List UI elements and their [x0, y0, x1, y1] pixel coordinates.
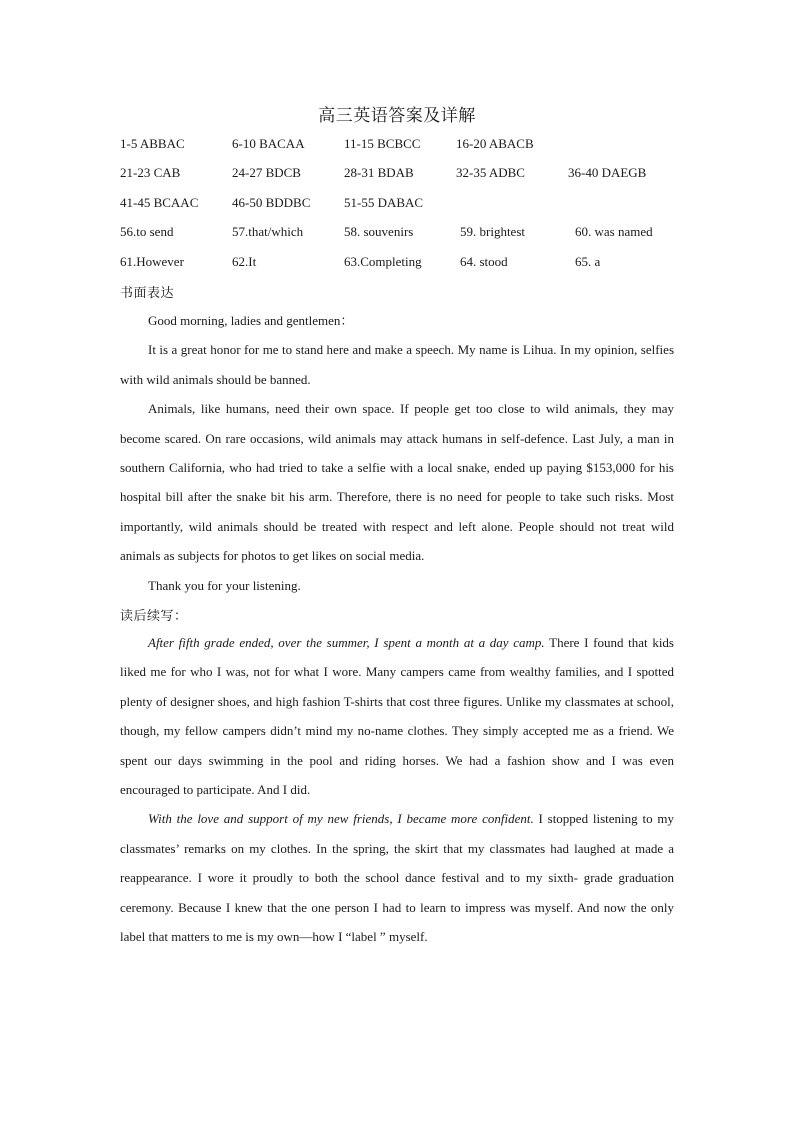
answer-cell: 41-45 BCAAC [120, 194, 199, 210]
answer-cell: 51-55 DABAC [344, 194, 424, 210]
answer-cell: 58. souvenirs [344, 224, 414, 240]
answer-cell: 46-50 BDDBC [232, 194, 311, 210]
answer-cell: 63.Completing [344, 253, 422, 269]
answer-key [120, 136, 680, 283]
answer-row [120, 224, 680, 253]
writing-essay [120, 306, 674, 600]
answer-cell: 11-15 BCBCC [344, 136, 421, 151]
answer-cell: 64. stood [460, 253, 508, 269]
answer-cell: 65. a [575, 253, 601, 269]
answer-cell: 59. brightest [460, 224, 525, 240]
answer-cell: 61.However [120, 253, 184, 269]
answer-cell: 62.It [232, 253, 257, 269]
answer-row [120, 254, 680, 283]
answer-cell: 60. was named [575, 224, 653, 240]
essay-paragraph: Animals, like humans, need their own space. If people get too close to wild animals, they may become scared. On rare occasions, wild animals may attack humans in self-defence. Last July, a man in southern California, who had tried to take a selfie with a local snake, ended up paying $153,000 for his hospital bill after the snake bit his arm. Therefore, there is no need for people to take such risks. Most importantly, wild animals should be treated with respect and left alone. People should not treat wild animals as subjects for photos to get likes on social media. [120, 401, 674, 564]
answer-cell: 24-27 BDCB [232, 165, 301, 181]
essay-paragraph [120, 804, 674, 951]
essay-greeting: Good morning, ladies and gentlemen： [148, 313, 354, 328]
answer-cell: 6-10 BACAA [232, 136, 305, 151]
answer-cell: 57.that/which [232, 224, 304, 240]
given-sentence: After fifth grade ended, over the summer, I spent a month at a day camp. [148, 635, 545, 650]
answer-cell: 56.to send [120, 224, 174, 240]
section-heading-writing: 书面表达 [120, 286, 175, 301]
given-sentence: With the love and support of my new friends, I became more confident. [148, 811, 534, 827]
essay-closing: Thank you for your listening. [148, 577, 301, 593]
answer-cell: 32-35 ADBC [456, 165, 525, 181]
essay-paragraph: It is a great honor for me to stand here and make a speech. My name is Lihua. In my opinion, selfies with wild animals should be banned. [120, 342, 674, 387]
paragraph-text: I stopped listening to my classmates’ remarks on my clothes. In the spring, the skirt that my classmates had laughed at made a reappearance. I wore it proudly to both the school dance festival and to my sixth- grade graduation ceremony. Because I knew that the one person I had to learn to impress was myself. And now the only label that matters to me is my own—how I “label ” myself. [120, 811, 674, 945]
answer-cell: 21-23 CAB [120, 165, 181, 181]
answer-cell: 1-5 ABBAC [120, 136, 185, 151]
essay-paragraph [120, 628, 674, 804]
answer-row [120, 136, 680, 165]
paragraph-text: There I found that kids liked me for who I was, not for what I wore. Many campers came from wealthy families, and I spotted plenty of designer shoes, and high fashion T-shirts that cost three figures. Unlike my classmates at school, though, my fellow campers didn’t mind my no-name clothes. They simply accepted me as a friend. We spent our days swimming in the pool and riding horses. We had a fashion show and I was even encouraged to participate. And I did. [120, 635, 674, 798]
page-title: 高三英语答案及详解 [318, 106, 476, 126]
continuation-essay [120, 628, 674, 951]
answer-cell: 28-31 BDAB [344, 165, 414, 181]
answer-row [120, 195, 680, 224]
section-heading-continuation: 读后续写： [120, 609, 188, 624]
answer-cell: 36-40 DAEGB [568, 165, 647, 181]
answer-cell: 16-20 ABACB [456, 136, 534, 151]
answer-row [120, 165, 680, 194]
